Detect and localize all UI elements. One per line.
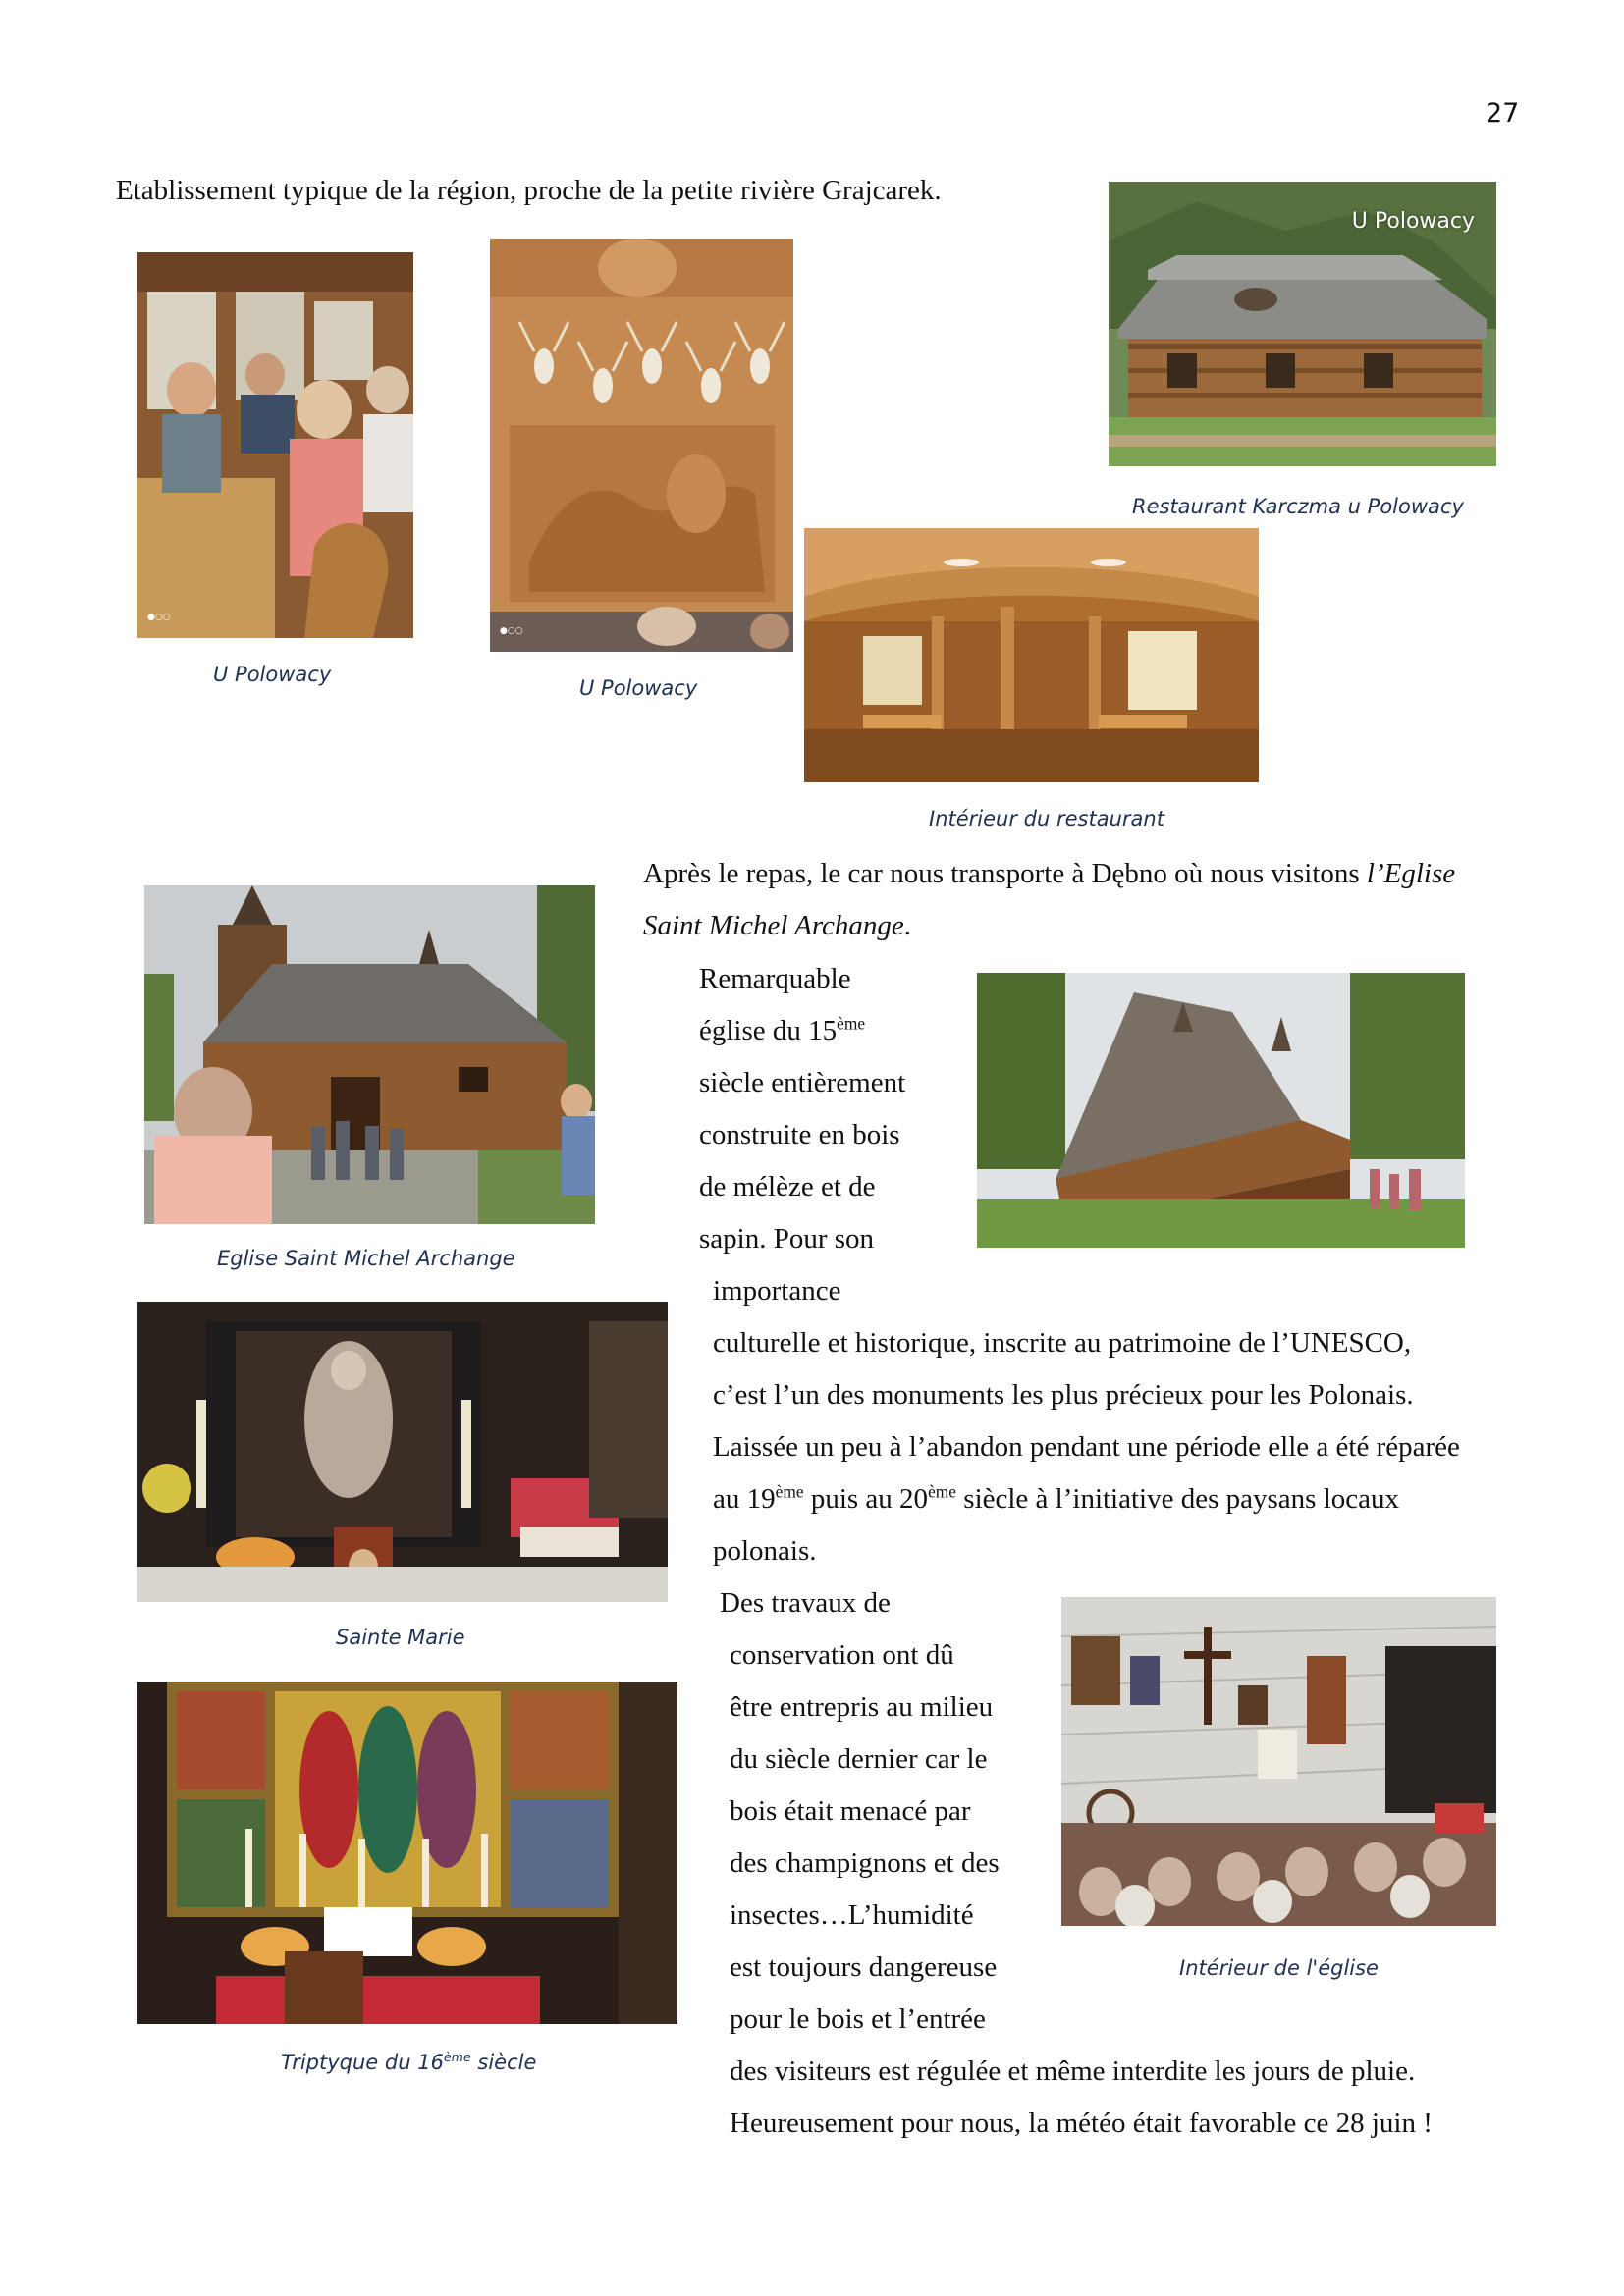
paragraph3-line9: pour le bois et l’entrée (730, 2003, 986, 2035)
superscript: ème (928, 1481, 957, 1502)
paragraph1-line1 (643, 848, 1455, 900)
text-span: . (903, 910, 912, 941)
caption-triptych (281, 2051, 536, 2074)
paragraph3-line10: des visiteurs est régulée et même interdite les jours de pluie. (730, 2056, 1416, 2087)
paragraph3-line11: Heureusement pour nous, la météo était favorable ce 28 juin ! (730, 2108, 1433, 2139)
superscript: ème (443, 2050, 471, 2064)
text-span: siècle (470, 2051, 537, 2074)
caption-church-interior: Intérieur de l'église (1179, 1956, 1379, 1980)
page-number: 27 (1486, 98, 1520, 129)
paragraph3-line1: Des travaux de (720, 1587, 891, 1619)
paragraph2-line11 (713, 1473, 1399, 1525)
caption-carved-wall: U Polowacy (579, 676, 698, 700)
sainte-marie-photo (137, 1302, 668, 1602)
paragraph3-line3: être entrepris au milieu (730, 1691, 994, 1723)
caption-restaurant-interior: Intérieur du restaurant (929, 807, 1164, 830)
text-span: puis au 20 (803, 1483, 929, 1515)
text-span: Après le repas, le car nous transporte à Dębno où nous visitons (643, 858, 1367, 889)
people-at-table-photo (137, 252, 413, 638)
paragraph2-line9: c’est l’un des monuments les plus précieux pour les Polonais. (713, 1379, 1414, 1411)
paragraph3-line7: insectes…L’humidité (730, 1899, 974, 1931)
text-span: au 19 (713, 1483, 776, 1515)
text-span: siècle à l’initiative des paysans locaux (956, 1483, 1399, 1515)
paragraph2-line3: siècle entièrement (699, 1067, 906, 1098)
camera-dots: ●○○ (147, 613, 171, 622)
triptych-photo (137, 1682, 677, 2024)
paragraph3-line6: des champignons et des (730, 1847, 1000, 1879)
paragraph2-line7: importance (713, 1275, 841, 1307)
italic-text: Saint Michel Archange (643, 910, 904, 941)
photo-overlay-label: U Polowacy (1351, 209, 1475, 234)
caption-people-at-table: U Polowacy (213, 663, 332, 686)
caption-sainte-marie: Sainte Marie (336, 1626, 465, 1649)
church-side-photo (977, 973, 1465, 1248)
restaurant-exterior-photo (1109, 182, 1496, 466)
carved-wall-photo (490, 239, 793, 652)
caption-restaurant-exterior: Restaurant Karczma u Polowacy (1132, 495, 1464, 518)
paragraph3-line4: du siècle dernier car le (730, 1743, 988, 1775)
paragraph2-line8: culturelle et historique, inscrite au patrimoine de l’UNESCO, (713, 1327, 1412, 1359)
paragraph2-line5: de mélèze et de (699, 1171, 876, 1202)
restaurant-interior-photo (804, 528, 1259, 782)
caption-church-front: Eglise Saint Michel Archange (217, 1247, 515, 1270)
superscript: ème (775, 1481, 804, 1502)
text-span: Triptyque du 16 (281, 2051, 444, 2074)
church-front-photo (144, 885, 595, 1224)
text-span: église du 15 (699, 1015, 838, 1046)
paragraph2-line1: Remarquable (699, 963, 851, 994)
paragraph2-line12: polonais. (713, 1535, 817, 1567)
paragraph2-line2 (699, 1005, 865, 1057)
paragraph3-line5: bois était menacé par (730, 1795, 971, 1827)
camera-dots: ●○○ (500, 626, 523, 636)
paragraph3-line2: conservation ont dû (730, 1639, 954, 1671)
paragraph1-line2 (643, 900, 911, 952)
paragraph3-line8: est toujours dangereuse (730, 1951, 998, 1983)
italic-text: l’Eglise (1366, 858, 1456, 889)
intro-text: Etablissement typique de la région, proche de la petite rivière Grajcarek. (116, 175, 942, 206)
superscript: ème (837, 1013, 866, 1034)
paragraph2-line6: sapin. Pour son (699, 1223, 875, 1255)
paragraph2-line10: Laissée un peu à l’abandon pendant une période elle a été réparée (713, 1431, 1460, 1463)
paragraph2-line4: construite en bois (699, 1119, 900, 1150)
church-interior-photo (1061, 1597, 1496, 1926)
